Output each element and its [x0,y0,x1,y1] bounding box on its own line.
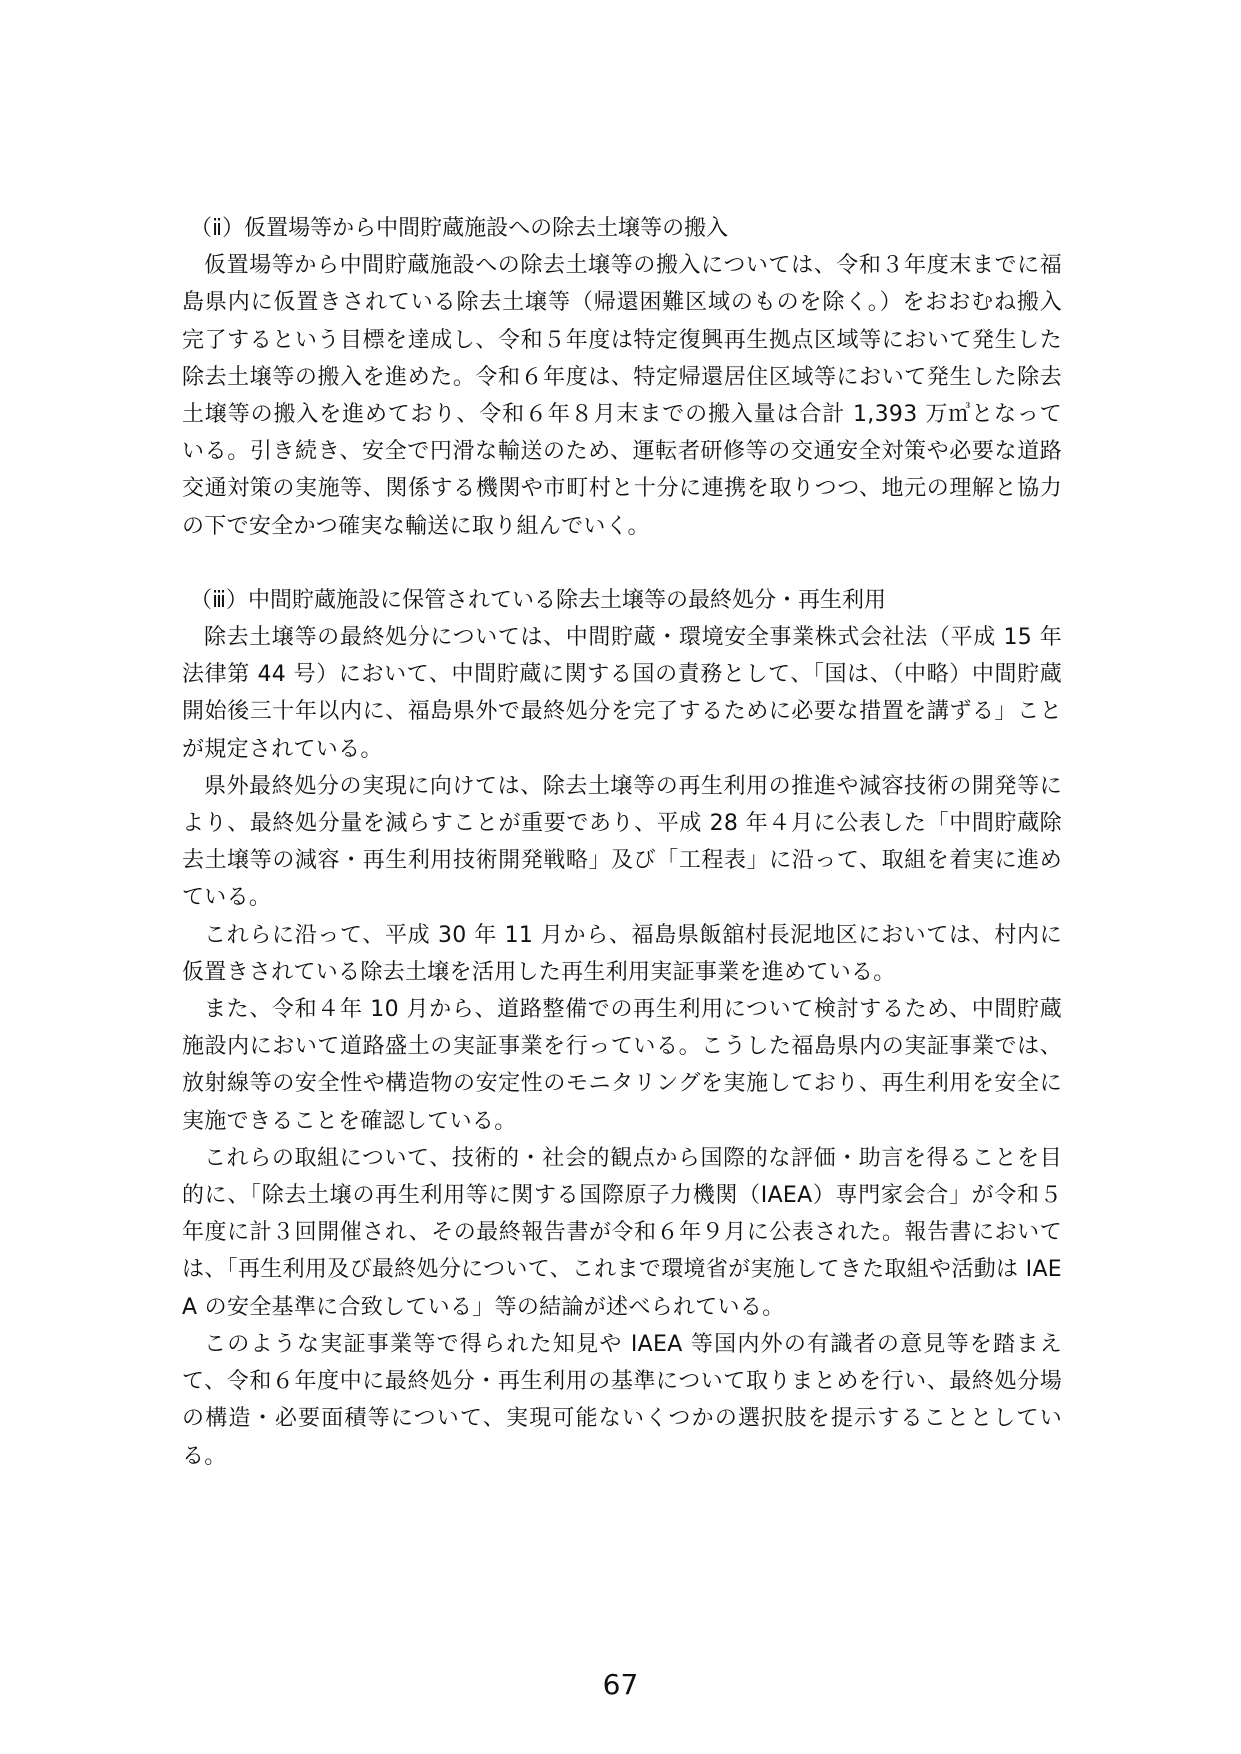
section-ii-paragraph-1: 仮置場等から中間貯蔵施設への除去土壌等の搬入については、令和３年度末までに福島県内に仮置きされている除去土壌等（帰還困難区域のものを除く。）をおおむね搬入完了するという目標を達成し、令和５年度は特定復興再生拠点区域等において発生した除去土壌等の搬入を進めた。令和６年度は、特定帰還居住区域等において発生した除去土壌等の搬入を進めており、令和６年８月末までの搬入量は合計 1,393 万㎥となっている。引き続き、安全で円滑な輸送のため、運転者研修等の交通安全対策や必要な道路交通対策の実施等、関係する機関や市町村と十分に連携を取りつつ、地元の理解と協力の下で安全かつ確実な輸送に取り組んでいく。 [182,253,1062,539]
section-iii-paragraph-4: また、令和４年 10 月から、道路整備での再生利用について検討するため、中間貯蔵施設内において道路盛土の実証事業を行っている。こうした福島県内の実証事業では、放射線等の安全性や構造物の安定性のモニタリングを実施しており、再生利用を安全に実施できることを確認している。 [182,997,1062,1134]
section-iii-paragraph-6: このような実証事業等で得られた知見や IAEA 等国内外の有識者の意見等を踏まえて、令和６年度中に最終処分・再生利用の基準について取りまとめを行い、最終処分場の構造・必要面積等について、実現可能ないくつかの選択肢を提示することとしている。 [182,1331,1062,1469]
section-iii-paragraph-1: 除去土壌等の最終処分については、中間貯蔵・環境安全事業株式会社法（平成 15 年法律第 44 号）において、中間貯蔵に関する国の責務として、「国は、（中略）中間貯蔵開始後三十年以内に、福島県外で最終処分を完了するために必要な措置を講ずる」ことが規定されている。 [182,625,1062,762]
section-iii-heading: （ⅲ）中間貯蔵施設に保管されている除去土壌等の最終処分・再生利用 [190,587,887,613]
section-gap [182,545,1062,582]
section-iii-paragraph-2: 県外最終処分の実現に向けては、除去土壌等の再生利用の推進や減容技術の開発等により、最終処分量を減らすことが重要であり、平成 28 年４月に公表した「中間貯蔵除去土壌等の減容・再生利用技術開発戦略」及び「工程表」に沿って、取組を着実に進めている。 [182,773,1062,911]
section-iii-paragraph-5: これらの取組について、技術的・社会的観点から国際的な評価・助言を得ることを目的に、「除去土壌の再生利用等に関する国際原子力機関（IAEA）専門家会合」が令和５年度に計３回開催され、その最終報告書が令和６年９月に公表された。報告書においては、「再生利用及び最終処分について、これまで環境省が実施してきた取組や活動は IAEA の安全基準に合致している」等の結論が述べられている。 [182,1145,1062,1320]
document-body [182,210,1062,1475]
page-number: 67 [602,1668,639,1701]
section-iii-paragraph-3: これらに沿って、平成 30 年 11 月から、福島県飯舘村長泥地区においては、村内に仮置きされている除去土壌を活用した再生利用実証事業を進めている。 [182,922,1062,985]
section-ii-heading: （ⅱ）仮置場等から中間貯蔵施設への除去土壌等の搬入 [190,216,729,241]
